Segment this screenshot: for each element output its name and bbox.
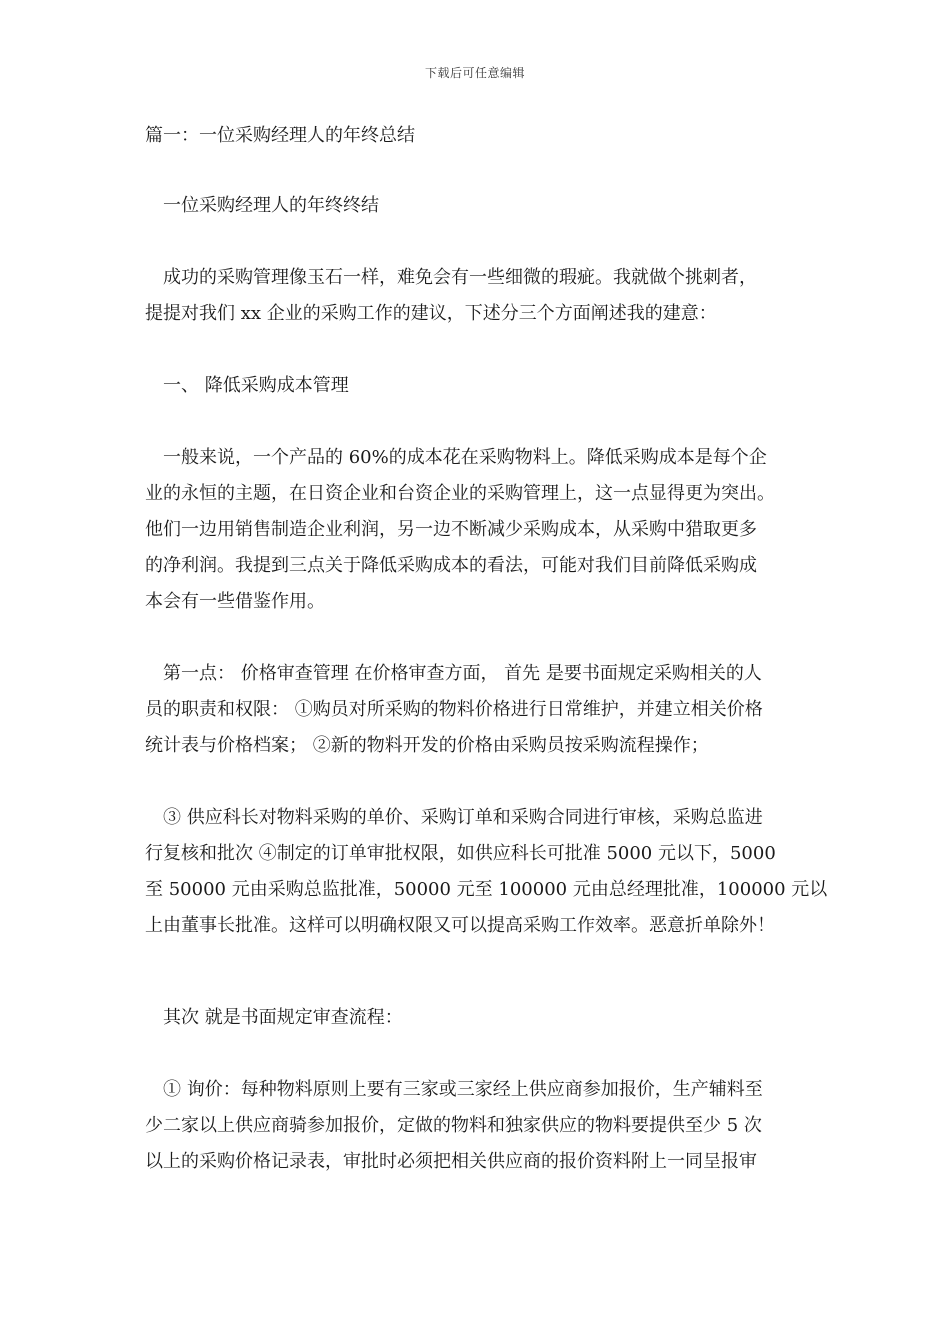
paragraph-line: 他们一边用销售制造企业利润，另一边不断减少采购成本，从采购中猎取更多 xyxy=(145,519,757,540)
document-title: 篇一：一位采购经理人的年终总结 xyxy=(145,125,415,146)
spacer xyxy=(145,154,810,188)
paragraph-line: 第一点： 价格审查管理 在价格审查方面， 首先 是要书面规定采购相关的人 xyxy=(163,663,762,684)
paragraph-line: ① 询价：每种物料原则上要有三家或三家经上供应商参加报价，生产辅料至 xyxy=(163,1079,763,1100)
document-body xyxy=(145,118,828,1180)
paragraph-line: 少二家以上供应商骑参加报价，定做的物料和独家供应的物料要提供至少 5 次 xyxy=(145,1115,762,1136)
paragraph-line: 成功的采购管理像玉石一样，难免会有一些细微的瑕疵。我就做个挑刺者， xyxy=(163,267,757,288)
spacer xyxy=(145,1036,810,1072)
paragraph-line: 至 50000 元由采购总监批准，50000 元至 100000 元由总经理批准，100000 元以 xyxy=(145,879,828,900)
paragraph-line: 统计表与价格档案； ②新的物料开发的价格由采购员按采购流程操作； xyxy=(145,735,709,756)
paragraph-line: ③ 供应科长对物料采购的单价、采购订单和采购合同进行审核，采购总监进 xyxy=(163,807,763,828)
paragraph-line: 员的职责和权限： ①购员对所采购的物料价格进行日常维护，并建立相关价格 xyxy=(145,699,763,720)
paragraph-line: 的净利润。我提到三点关于降低采购成本的看法，可能对我们目前降低采购成 xyxy=(145,555,757,576)
spacer xyxy=(145,404,810,440)
paragraph-line: 业的永恒的主题，在日资企业和台资企业的采购管理上，这一点显得更为突出。 xyxy=(145,483,775,504)
spacer xyxy=(145,944,810,1000)
approval-paragraph xyxy=(145,800,828,944)
paragraph-line: 一般来说，一个产品的 60%的成本花在采购物料上。降低采购成本是每个企 xyxy=(163,447,767,468)
process-heading: 其次 就是书面规定审查流程： xyxy=(163,1007,403,1028)
spacer xyxy=(145,620,810,656)
inquiry-paragraph xyxy=(145,1072,810,1180)
paragraph-line: 上由董事长批准。这样可以明确权限又可以提高采购工作效率。恶意折单除外！ xyxy=(145,915,775,936)
section-heading: 一、 降低采购成本管理 xyxy=(163,375,349,396)
spacer xyxy=(145,764,810,800)
document-subtitle: 一位采购经理人的年终终结 xyxy=(163,195,379,216)
intro-paragraph xyxy=(145,260,810,332)
spacer xyxy=(145,332,810,368)
paragraph-line: 本会有一些借鉴作用。 xyxy=(145,591,325,612)
cost-paragraph xyxy=(145,440,810,620)
paragraph-line: 行复核和批次 ④制定的订单审批权限，如供应科长可批准 5000 元以下，5000 xyxy=(145,843,776,864)
price-review-paragraph xyxy=(145,656,810,764)
paragraph-line: 提提对我们 xx 企业的采购工作的建议，下述分三个方面阐述我的建意： xyxy=(145,303,717,324)
spacer xyxy=(145,224,810,260)
page-header-note: 下载后可任意编辑 xyxy=(424,66,525,80)
paragraph-line: 以上的采购价格记录表，审批时必须把相关供应商的报价资料附上一同呈报审 xyxy=(145,1151,757,1172)
